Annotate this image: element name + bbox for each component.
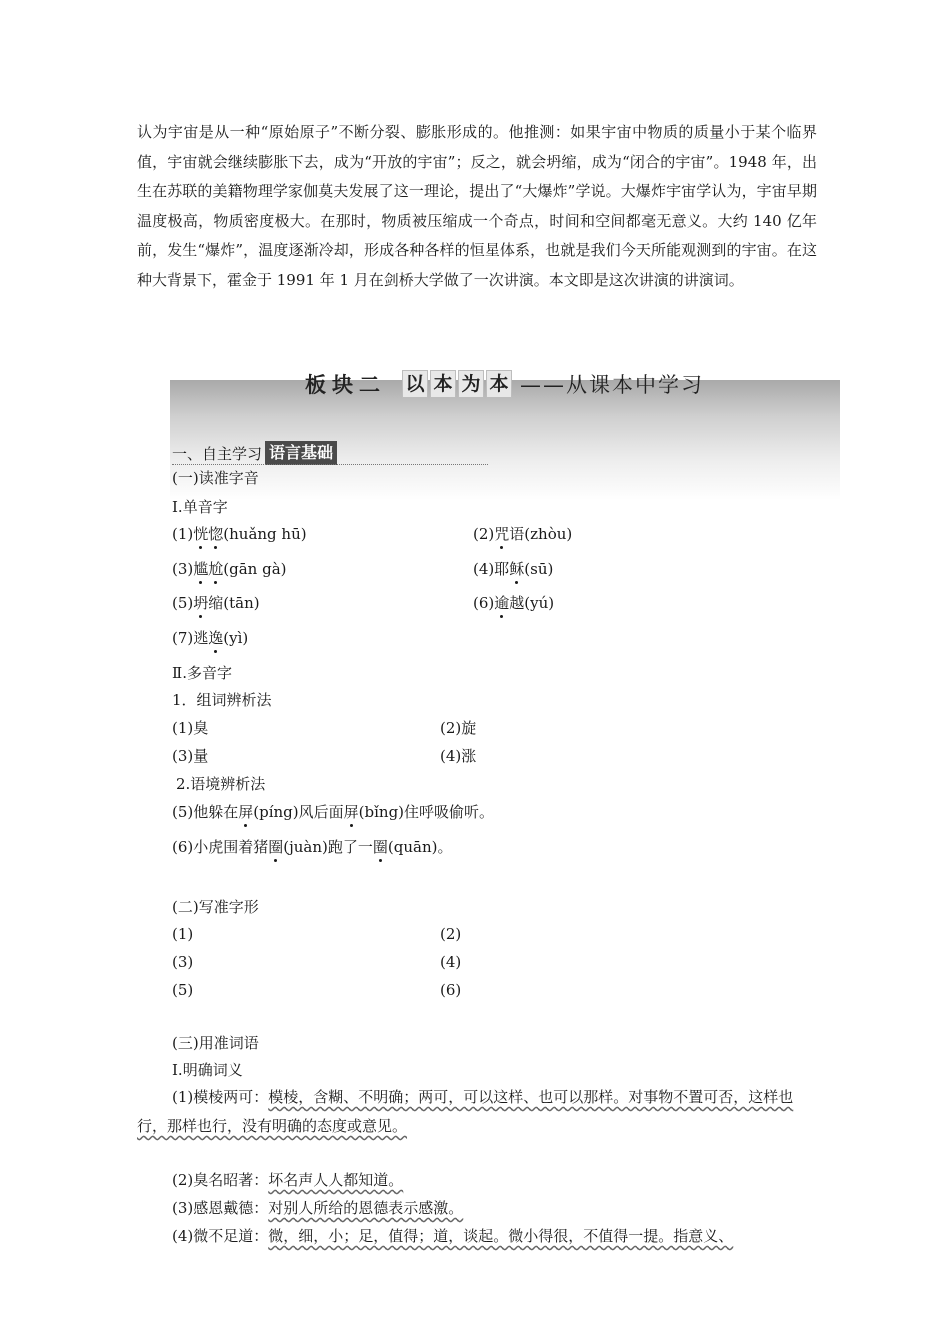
definition-text: 坏名声人人都知道。 [268,1171,404,1189]
definition-term: (4)微不足道： [172,1227,269,1245]
definition-term: (2)臭名昭著： [172,1171,269,1189]
definition-text: 对别人所给的恩德表示感激。 [268,1199,464,1217]
section-heading [172,440,337,466]
blank-item: (6) [440,981,462,999]
banner-boxed-char: 以 [402,370,428,398]
pinyin-item: (5)坍缩(tān) [172,594,260,612]
definition-item [172,1225,733,1247]
pinyin-item: (2)咒语(zhòu) [473,525,573,543]
marked-char: 屏 [343,803,359,821]
blank-item: (1) [172,925,194,943]
words-heading: (三)用准词语 [172,1034,259,1052]
dotted-divider [172,464,488,465]
multi-item: (1)臭 [172,719,209,737]
multi-item: (2)旋 [440,719,477,737]
blank-item: (5) [172,981,194,999]
marked-char: 逸 [208,629,224,647]
definition-item [172,1197,463,1219]
banner-boxed-char: 为 [458,370,484,398]
pinyin-item: (6)逾越(yú) [473,594,555,612]
marked-char: 尴 [193,560,209,578]
marked-char: 咒 [494,525,510,543]
single-heading: Ⅰ.单音字 [172,498,228,516]
multi-item: (3)量 [172,747,209,765]
context-sentence: (5)他躲在屏(píng)风后面屏(bǐng)住呼吸偷听。 [172,803,495,821]
marked-char: 恍 [193,525,209,543]
marked-char: 惚 [208,525,224,543]
section-banner-title [305,366,704,402]
marked-char: 逾 [494,594,510,612]
definition-text: 模棱，含糊、不明确；两可，可以这样、也可以那样。对事物不置可否，这样也行，那样也行，没有明确的态度或意见。 [137,1088,794,1135]
write-heading: (二)写准字形 [172,898,259,916]
marked-char: 坍 [193,594,209,612]
intro-paragraph: 认为宇宙是从一种“原始原子”不断分裂、膨胀形成的。他推测：如果宇宙中物质的质量小于某个临界值，宇宙就会继续膨胀下去，成为“开放的宇宙”；反之，就会坍缩，成为“闭合的宇宙”。1948 年，出生在苏联的美籍物理学家伽莫夫发展了这一理论，提出了“大爆炸”学说。大爆炸宇宙学认为，宇宙早期温度极高，物质密度极大。在那时，物质被压缩成一个奇点，时间和空间都毫无意义。大约 140 亿年前，发生“爆炸”，温度逐渐冷却，形成各种各样的恒星体系，也就是我们今天所能观测到的宇宙。在这种大背景下，霍金于 1991 年 1 月在剑桥大学做了一次讲演。本文即是这次讲演的讲演词。 [137,123,817,289]
marked-char: 尬 [208,560,224,578]
pinyin-item: (1)恍惚(huǎng hū) [172,525,307,543]
banner-boxed-char: 本 [486,370,512,398]
definition-term: (3)感恩戴德： [172,1199,269,1217]
banner-boxed-char: 本 [430,370,456,398]
words-subheading: Ⅰ.明确词义 [172,1061,243,1079]
definition-item [172,1169,403,1191]
context-sentence: (6)小虎围着猪圈(juàn)跑了一圈(quān)。 [172,838,453,856]
multi-item: (4)涨 [440,747,477,765]
read-heading: (一)读准字音 [172,469,259,487]
pinyin-item: (7)逃逸(yì) [172,629,249,647]
marked-char: 稣 [509,560,525,578]
blank-item: (3) [172,953,194,971]
method-heading: 2.语境辨析法 [176,775,266,793]
marked-char: 屏 [238,803,254,821]
definition-item [137,1083,817,1141]
banner-block-label: 板块二 [305,373,386,397]
blank-item: (2) [440,925,462,943]
definition-text: 微，细，小；足，值得；道，谈起。微小得很，不值得一提。指意义、 [268,1227,734,1245]
section-label: 一、自主学习 [172,444,263,463]
pinyin-item: (4)耶稣(sū) [473,560,554,578]
definition-term: (1)模棱两可： [172,1088,269,1106]
marked-char: 圈 [268,838,284,856]
marked-char: 圈 [372,838,388,856]
blank-item: (4) [440,953,462,971]
pinyin-item: (3)尴尬(gān gà) [172,560,287,578]
banner-subtitle: ——从课本中学习 [520,373,704,397]
method-heading: 1．组词辨析法 [172,691,272,709]
multi-heading: Ⅱ.多音字 [172,664,232,682]
section-tag: 语言基础 [265,441,337,465]
